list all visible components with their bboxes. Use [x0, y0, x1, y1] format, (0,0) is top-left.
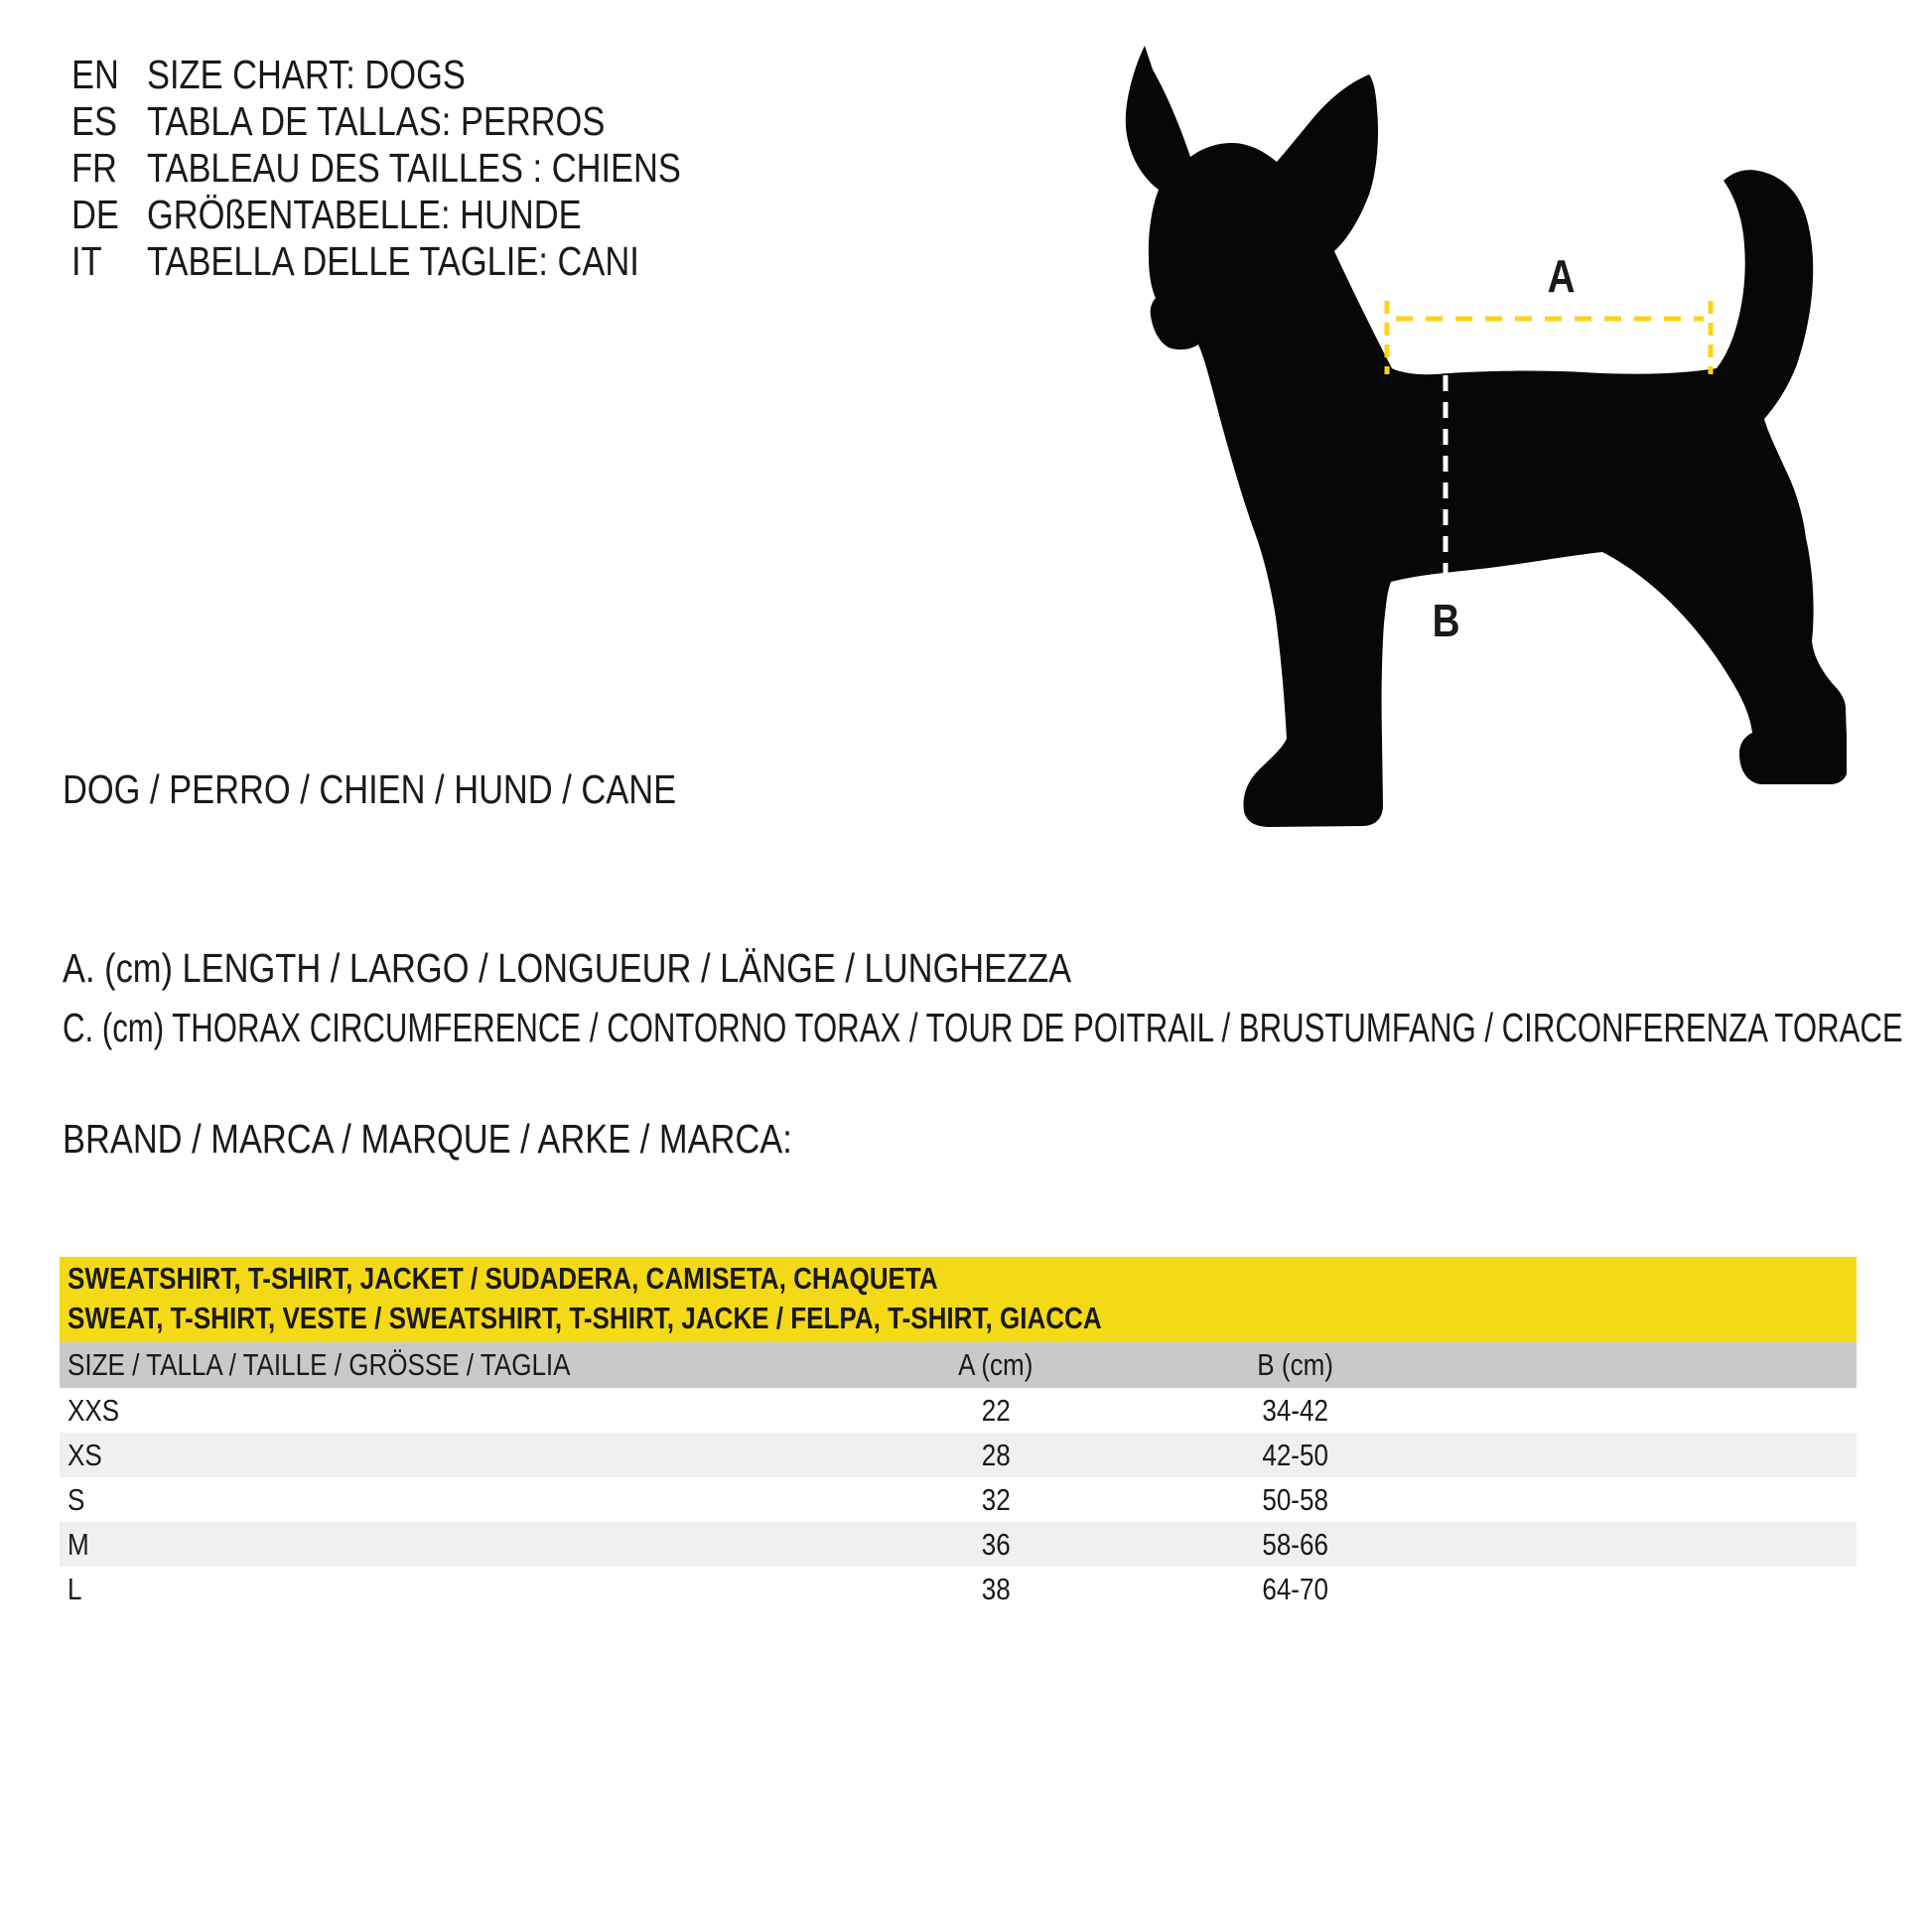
brand-line: [63, 1116, 931, 1163]
table-row-l: [60, 1567, 1857, 1611]
row-b-value: 50-58: [1262, 1482, 1329, 1517]
row-size: L: [68, 1572, 82, 1606]
measure-label-b: [1397, 596, 1496, 645]
row-a-value: 32: [981, 1482, 1011, 1517]
table-row-xs: [60, 1433, 1857, 1477]
lang-row-en: [71, 52, 782, 98]
figure-caption: [63, 766, 793, 813]
size-table: [60, 1257, 1857, 1611]
lang-title: TABLEAU DES TAILLES : CHIENS: [147, 145, 681, 191]
header-col-a: A (cm): [958, 1347, 1034, 1382]
garment-type-line-2: SWEAT, T-SHIRT, VESTE / SWEATSHIRT, T-SHIRT, JACKE / FELPA, T-SHIRT, GIACCA: [68, 1301, 1102, 1335]
row-size: XS: [68, 1438, 102, 1472]
lang-title: SIZE CHART: DOGS: [147, 52, 466, 97]
row-a-value: 22: [981, 1393, 1011, 1428]
header-size-label: SIZE / TALLA / TAILLE / GRÖSSE / TAGLIA: [68, 1347, 571, 1382]
lang-row-es: [71, 98, 782, 145]
table-row-s: [60, 1477, 1857, 1522]
lang-title: TABELLA DELLE TAGLIE: CANI: [147, 238, 639, 284]
row-a-value: 36: [981, 1527, 1011, 1562]
lang-code: ES: [71, 98, 117, 144]
note-thorax-text: C. (cm) THORAX CIRCUMFERENCE / CONTORNO TORAX / TOUR DE POITRAIL / BRUSTUMFANG / CIRCONFERENZA TORACE: [63, 1005, 1903, 1050]
table-header-row: [60, 1342, 1857, 1388]
row-a-value: 28: [981, 1438, 1011, 1472]
garment-type-line-1: SWEATSHIRT, T-SHIRT, JACKET / SUDADERA, CAMISETA, CHAQUETA: [68, 1261, 938, 1296]
measure-label-a-text: A: [1548, 250, 1576, 302]
header-col-b: B (cm): [1257, 1347, 1334, 1382]
garment-type-band: [60, 1257, 1857, 1342]
lang-code: DE: [71, 192, 119, 237]
row-size: M: [68, 1527, 89, 1562]
measure-label-b-text: B: [1433, 595, 1460, 646]
note-length: [63, 945, 1264, 992]
lang-code: EN: [71, 52, 119, 97]
row-b-value: 42-50: [1262, 1438, 1329, 1472]
row-size: XXS: [68, 1393, 120, 1428]
dog-silhouette-figure: [1092, 28, 1847, 852]
row-b-value: 58-66: [1262, 1527, 1329, 1562]
row-b-value: 34-42: [1262, 1393, 1329, 1428]
note-thorax: [63, 1005, 1932, 1051]
lang-row-de: [71, 192, 782, 238]
dog-silhouette: [1126, 46, 1847, 827]
row-b-value: 64-70: [1262, 1572, 1329, 1606]
language-title-list: [71, 52, 782, 285]
lang-code: IT: [71, 238, 102, 284]
lang-code: FR: [71, 145, 117, 191]
brand-line-text: BRAND / MARCA / MARQUE / ARKE / MARCA:: [63, 1116, 792, 1162]
table-row-xxs: [60, 1388, 1857, 1433]
row-size: S: [68, 1482, 85, 1517]
row-a-value: 38: [981, 1572, 1011, 1606]
note-length-text: A. (cm) LENGTH / LARGO / LONGUEUR / LÄNGE / LUNGHEZZA: [63, 945, 1072, 991]
lang-title: TABLA DE TALLAS: PERROS: [147, 98, 606, 144]
measure-label-a: [1512, 251, 1611, 301]
lang-row-it: [71, 238, 782, 285]
lang-title: GRÖßENTABELLE: HUNDE: [147, 192, 582, 237]
figure-caption-text: DOG / PERRO / CHIEN / HUND / CANE: [63, 766, 677, 812]
lang-row-fr: [71, 145, 782, 192]
table-row-m: [60, 1522, 1857, 1567]
